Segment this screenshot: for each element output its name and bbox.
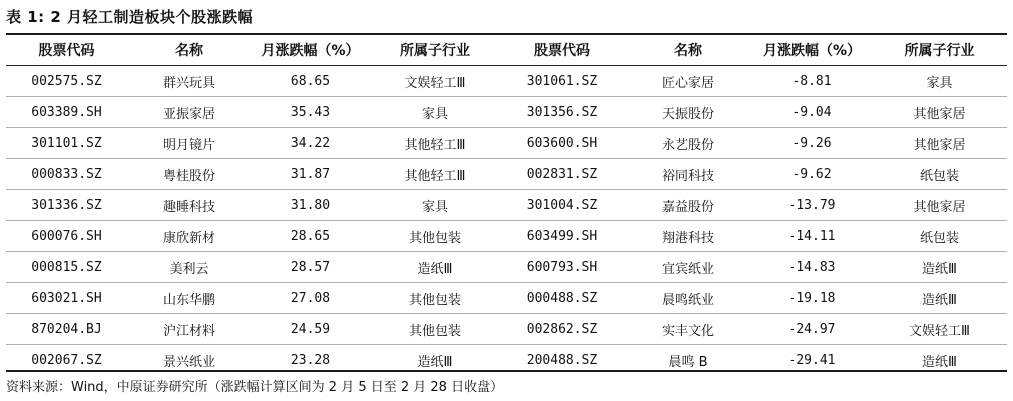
- table-row: [6, 314, 1007, 345]
- stock-name-cell: 趣睡科技: [127, 190, 251, 221]
- sub-industry-cell: 其他轻工Ⅲ: [370, 159, 500, 190]
- table-row: [6, 283, 1007, 314]
- stock-code-cell: 600793.SH: [500, 252, 624, 283]
- header-cell: 所属子行业: [370, 35, 500, 66]
- table-row: [6, 252, 1007, 283]
- stock-code-cell: 200488.SZ: [526, 352, 598, 368]
- stock-code-cell: 301061.SZ: [500, 66, 624, 97]
- stock-name-cell: 实丰文化: [624, 314, 752, 345]
- table-row: [6, 221, 1007, 252]
- stock-code-cell: 000833.SZ: [6, 159, 127, 190]
- sub-industry-cell: 家具: [872, 66, 1007, 97]
- monthly-change-cell: -9.62: [752, 159, 872, 190]
- table-row: [6, 66, 1007, 97]
- header-cell: 月涨跌幅（%）: [251, 35, 370, 66]
- header-row: [6, 35, 1007, 66]
- monthly-change-cell: -19.18: [752, 283, 872, 314]
- table-row: [6, 190, 1007, 221]
- table-title: 表 1: 2 月轻工制造板块个股涨跌幅: [6, 8, 254, 26]
- stock-name-cell: 景兴纸业: [162, 354, 215, 370]
- stock-code-cell: 000815.SZ: [6, 252, 127, 283]
- stock-code-cell: 600076.SH: [6, 221, 127, 252]
- stock-code-cell: 870204.BJ: [6, 314, 127, 345]
- stock-name-cell: 明月镜片: [127, 128, 251, 159]
- sub-industry-cell: 文娱轻工Ⅲ: [872, 314, 1007, 345]
- table-row: [6, 97, 1007, 128]
- stock-code-cell: 002831.SZ: [500, 159, 624, 190]
- stock-code-cell: 301004.SZ: [500, 190, 624, 221]
- sub-industry-cell: 其他家居: [872, 97, 1007, 128]
- monthly-change-cell: -14.11: [752, 221, 872, 252]
- stock-name-cell: 晨鸣 B: [668, 354, 708, 370]
- stock-code-cell: 002862.SZ: [500, 314, 624, 345]
- bottom-rule: [6, 370, 1007, 372]
- sub-industry-cell: 其他家居: [872, 190, 1007, 221]
- header-cell: 股票代码: [500, 35, 624, 66]
- stock-name-cell: 群兴玩具: [127, 66, 251, 97]
- monthly-change-cell: -13.79: [752, 190, 872, 221]
- sub-industry-cell: 家具: [370, 190, 500, 221]
- stock-code-cell: 002067.SZ: [31, 352, 102, 368]
- stock-name-cell: 永艺股份: [624, 128, 752, 159]
- stock-name-cell: 康欣新材: [127, 221, 251, 252]
- stock-code-cell: 000488.SZ: [500, 283, 624, 314]
- sub-industry-cell: 纸包装: [872, 221, 1007, 252]
- stock-code-cell: 603021.SH: [6, 283, 127, 314]
- stock-code-cell: 301101.SZ: [6, 128, 127, 159]
- sub-industry-cell: 其他包装: [370, 221, 500, 252]
- source-note: 资料来源：Wind，中原证券研究所（涨跌幅计算区间为 2 月 5 日至 2 月 28 日收盘）: [6, 380, 504, 395]
- monthly-change-cell: -24.97: [752, 314, 872, 345]
- stock-code-cell: 301336.SZ: [6, 190, 127, 221]
- table-row: [6, 159, 1007, 190]
- stock-name-cell: 美利云: [127, 252, 251, 283]
- monthly-change-cell: -9.04: [752, 97, 872, 128]
- monthly-change-cell: 31.80: [251, 190, 370, 221]
- stock-name-cell: 天振股份: [624, 97, 752, 128]
- monthly-change-cell: 35.43: [251, 97, 370, 128]
- monthly-change-cell: -14.83: [752, 252, 872, 283]
- stock-name-cell: 匠心家居: [624, 66, 752, 97]
- monthly-change-cell: 31.87: [251, 159, 370, 190]
- stock-change-table: [6, 35, 1007, 375]
- header-cell: 名称: [127, 35, 251, 66]
- header-cell: 股票代码: [6, 35, 127, 66]
- stock-name-cell: 沪江材料: [127, 314, 251, 345]
- stock-name-cell: 粤桂股份: [127, 159, 251, 190]
- sub-industry-cell: 其他包装: [370, 314, 500, 345]
- sub-industry-cell: 造纸Ⅲ: [417, 354, 453, 370]
- stock-name-cell: 裕同科技: [624, 159, 752, 190]
- monthly-change-cell: 68.65: [251, 66, 370, 97]
- stock-name-cell: 亚振家居: [127, 97, 251, 128]
- sub-industry-cell: 文娱轻工Ⅲ: [370, 66, 500, 97]
- stock-name-cell: 翔港科技: [624, 221, 752, 252]
- sub-industry-cell: 造纸Ⅲ: [922, 354, 957, 370]
- stock-name-cell: 嘉益股份: [624, 190, 752, 221]
- stock-name-cell: 宜宾纸业: [624, 252, 752, 283]
- stock-name-cell: 晨鸣纸业: [624, 283, 752, 314]
- sub-industry-cell: 造纸Ⅲ: [872, 252, 1007, 283]
- header-cell: 月涨跌幅（%）: [752, 35, 872, 66]
- sub-industry-cell: 家具: [370, 97, 500, 128]
- header-cell: 名称: [624, 35, 752, 66]
- monthly-change-cell: 28.65: [251, 221, 370, 252]
- monthly-change-cell: -8.81: [752, 66, 872, 97]
- monthly-change-cell: 24.59: [251, 314, 370, 345]
- monthly-change-cell: 23.28: [290, 352, 331, 368]
- sub-industry-cell: 其他轻工Ⅲ: [370, 128, 500, 159]
- monthly-change-cell: 34.22: [251, 128, 370, 159]
- stock-name-cell: 山东华鹏: [127, 283, 251, 314]
- monthly-change-cell: 27.08: [251, 283, 370, 314]
- sub-industry-cell: 造纸Ⅲ: [370, 252, 500, 283]
- stock-code-cell: 301356.SZ: [500, 97, 624, 128]
- monthly-change-cell: -9.26: [752, 128, 872, 159]
- stock-code-cell: 603600.SH: [500, 128, 624, 159]
- sub-industry-cell: 其他家居: [872, 128, 1007, 159]
- sub-industry-cell: 纸包装: [872, 159, 1007, 190]
- stock-code-cell: 603499.SH: [500, 221, 624, 252]
- monthly-change-cell: 28.57: [251, 252, 370, 283]
- stock-code-cell: 002575.SZ: [6, 66, 127, 97]
- table-row: [6, 128, 1007, 159]
- table-body: [6, 66, 1007, 376]
- sub-industry-cell: 其他包装: [370, 283, 500, 314]
- sub-industry-cell: 造纸Ⅲ: [872, 283, 1007, 314]
- monthly-change-cell: -29.41: [788, 352, 836, 368]
- stock-code-cell: 603389.SH: [6, 97, 127, 128]
- header-cell: 所属子行业: [872, 35, 1007, 66]
